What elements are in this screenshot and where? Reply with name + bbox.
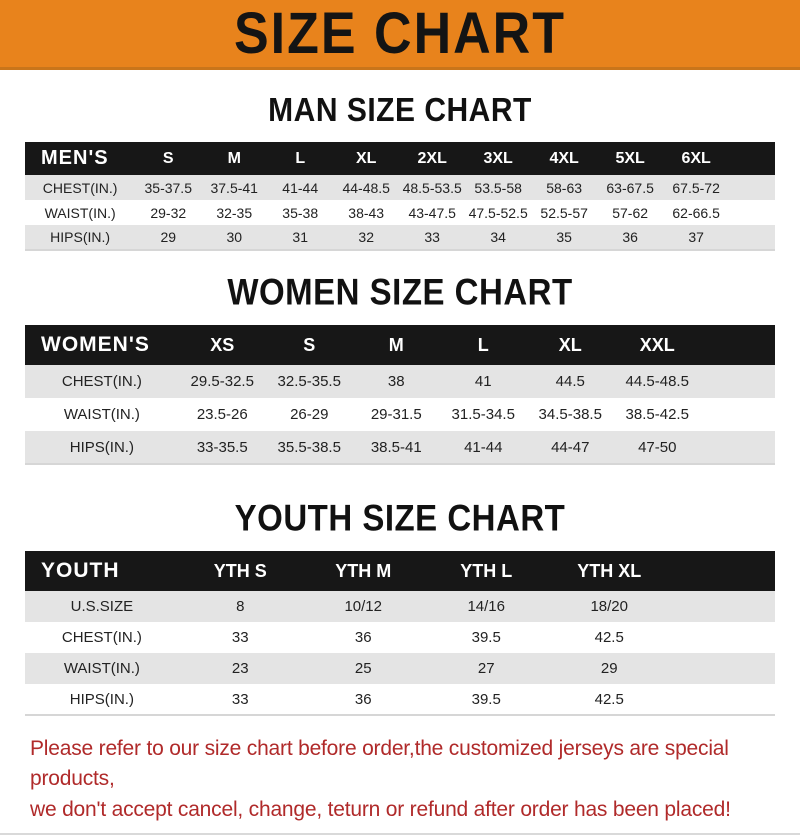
size-value-cell: 29 (160, 229, 177, 245)
size-header-cell: YTH L (460, 560, 513, 581)
size-header-cell: XXL (639, 334, 675, 355)
size-header-cell: XL (355, 149, 377, 167)
size-value-cell: 57-62 (612, 204, 649, 221)
size-value-cell: 38-43 (348, 204, 385, 221)
table-header-row (25, 325, 775, 365)
size-value-cell: 48.5-53.5 (402, 179, 462, 196)
youth-section-title-text: YOUTH SIZE CHART (234, 496, 566, 539)
row-label-cell: WAIST(IN.) (63, 660, 140, 677)
size-header-cell: L (477, 334, 489, 355)
women-size-table (25, 325, 775, 465)
table-row (25, 622, 775, 653)
table-corner-cell: MEN'S (41, 147, 109, 169)
men-size-table (25, 142, 775, 251)
size-header-cell: S (303, 334, 316, 355)
size-value-cell: 44.5-48.5 (625, 373, 689, 390)
size-value-cell: 38 (387, 373, 405, 390)
size-header-cell: M (388, 334, 404, 355)
size-value-cell: 31 (292, 229, 308, 245)
size-value-cell: 47.5-52.5 (468, 204, 528, 221)
table-row (25, 225, 775, 250)
table-row (25, 398, 775, 431)
spacer-cell (701, 365, 775, 398)
row-label-cell: HIPS(IN.) (69, 438, 134, 456)
size-value-cell: 31.5-34.5 (451, 406, 515, 423)
table-corner-cell: YOUTH (41, 559, 120, 582)
table-header-row (25, 142, 775, 175)
table-row (25, 175, 775, 200)
size-value-cell: 35-37.5 (144, 179, 192, 196)
spacer-cell (701, 325, 775, 365)
size-value-cell: 63-67.5 (606, 179, 654, 196)
size-value-cell: 41 (474, 373, 492, 390)
size-value-cell: 47-50 (638, 438, 677, 456)
row-label-cell: WAIST(IN.) (63, 406, 140, 423)
size-value-cell: 58-63 (546, 179, 583, 196)
size-value-cell: 42.5 (594, 629, 624, 646)
size-value-cell: 32-35 (216, 204, 253, 221)
order-notice-line-2: we don't accept cancel, change, teturn or refund after order has been placed! (30, 797, 731, 821)
size-value-cell: 43-47.5 (408, 204, 456, 221)
size-header-cell: S (162, 149, 174, 167)
table-header-row (25, 551, 775, 591)
row-label-cell: U.S.SIZE (70, 598, 134, 615)
size-header-cell: M (227, 149, 241, 167)
spacer-cell (671, 653, 775, 684)
size-header-cell: 2XL (417, 149, 447, 167)
size-value-cell: 25 (354, 660, 372, 677)
table-row (25, 591, 775, 622)
size-value-cell: 42.5 (594, 690, 624, 708)
spacer-cell (671, 551, 775, 591)
women-section-title-text: WOMEN SIZE CHART (227, 270, 573, 313)
table-row (25, 653, 775, 684)
youth-section-title (0, 496, 800, 539)
size-value-cell: 36 (354, 690, 372, 708)
size-value-cell: 23 (231, 660, 249, 677)
size-value-cell: 37.5-41 (210, 179, 258, 196)
size-value-cell: 44-48.5 (342, 179, 390, 196)
spacer-cell (729, 200, 775, 225)
size-value-cell: 29-31.5 (370, 406, 422, 423)
row-label-cell: CHEST(IN.) (42, 179, 118, 196)
spacer-cell (671, 591, 775, 622)
size-value-cell: 41-44 (464, 438, 503, 456)
row-label-cell: CHEST(IN.) (61, 373, 142, 390)
size-header-cell: L (295, 149, 306, 167)
size-header-cell: XS (210, 334, 235, 355)
size-header-cell: YTH M (335, 560, 392, 581)
size-chart-banner (0, 0, 800, 70)
table-row (25, 431, 775, 464)
size-value-cell: 10/12 (344, 598, 382, 615)
size-value-cell: 29.5-32.5 (190, 373, 254, 390)
size-value-cell: 35-38 (282, 204, 319, 221)
size-value-cell: 32.5-35.5 (277, 373, 341, 390)
size-value-cell: 33 (231, 629, 249, 646)
size-value-cell: 39.5 (471, 629, 501, 646)
size-header-cell: YTH S (213, 560, 267, 581)
spacer-cell (701, 398, 775, 431)
spacer-cell (729, 142, 775, 175)
size-value-cell: 62-66.5 (672, 204, 720, 221)
size-value-cell: 26-29 (290, 406, 329, 423)
size-header-cell: 3XL (483, 149, 513, 167)
size-header-cell: 5XL (615, 149, 645, 167)
size-value-cell: 23.5-26 (196, 406, 248, 423)
size-value-cell: 36 (354, 629, 372, 646)
table-row (25, 200, 775, 225)
size-value-cell: 39.5 (471, 690, 501, 708)
size-value-cell: 18/20 (590, 598, 628, 615)
size-value-cell: 38.5-42.5 (625, 406, 689, 423)
row-label-cell: WAIST(IN.) (44, 204, 116, 221)
size-value-cell: 29 (600, 660, 618, 677)
youth-size-section (0, 496, 800, 716)
size-value-cell: 14/16 (467, 598, 505, 615)
size-value-cell: 41-44 (282, 179, 319, 196)
size-value-cell: 35.5-38.5 (277, 438, 341, 456)
size-value-cell: 8 (236, 598, 245, 615)
size-value-cell: 33-35.5 (196, 438, 248, 456)
size-value-cell: 38.5-41 (370, 438, 422, 456)
banner-title: SIZE CHART (234, 1, 566, 66)
men-size-section (0, 91, 800, 251)
table-row (25, 684, 775, 715)
size-value-cell: 44.5 (555, 373, 585, 390)
men-section-title (0, 91, 800, 129)
size-value-cell: 67.5-72 (672, 179, 720, 196)
spacer-cell (701, 431, 775, 464)
size-value-cell: 34 (490, 229, 506, 245)
spacer-cell (671, 684, 775, 715)
row-label-cell: HIPS(IN.) (50, 229, 111, 245)
size-value-cell: 32 (358, 229, 374, 245)
size-value-cell: 30 (226, 229, 243, 245)
size-value-cell: 52.5-57 (540, 204, 588, 221)
size-header-cell: 4XL (549, 149, 579, 167)
order-notice-line-1: Please refer to our size chart before order,the customized jerseys are special products, (30, 737, 729, 791)
size-value-cell: 53.5-58 (474, 179, 522, 196)
spacer-cell (729, 175, 775, 200)
order-notice (30, 734, 800, 825)
row-label-cell: HIPS(IN.) (69, 690, 134, 708)
size-value-cell: 33 (231, 690, 249, 708)
size-value-cell: 35 (556, 229, 572, 245)
spacer-cell (671, 622, 775, 653)
size-header-cell: 6XL (681, 149, 711, 167)
men-section-title-text: MAN SIZE CHART (268, 91, 532, 129)
size-header-cell: XL (558, 334, 582, 355)
table-corner-cell: WOMEN'S (41, 333, 150, 356)
size-value-cell: 44-47 (551, 438, 590, 456)
youth-size-table (25, 551, 775, 716)
size-value-cell: 34.5-38.5 (538, 406, 602, 423)
size-value-cell: 36 (622, 229, 638, 245)
size-value-cell: 27 (477, 660, 495, 677)
row-label-cell: CHEST(IN.) (61, 629, 142, 646)
size-value-cell: 37 (688, 229, 704, 245)
size-header-cell: YTH XL (577, 560, 642, 581)
women-size-section (0, 270, 800, 465)
size-value-cell: 33 (424, 229, 440, 245)
table-row (25, 365, 775, 398)
spacer-cell (729, 225, 775, 250)
size-value-cell: 29-32 (150, 204, 187, 221)
women-section-title (0, 270, 800, 313)
